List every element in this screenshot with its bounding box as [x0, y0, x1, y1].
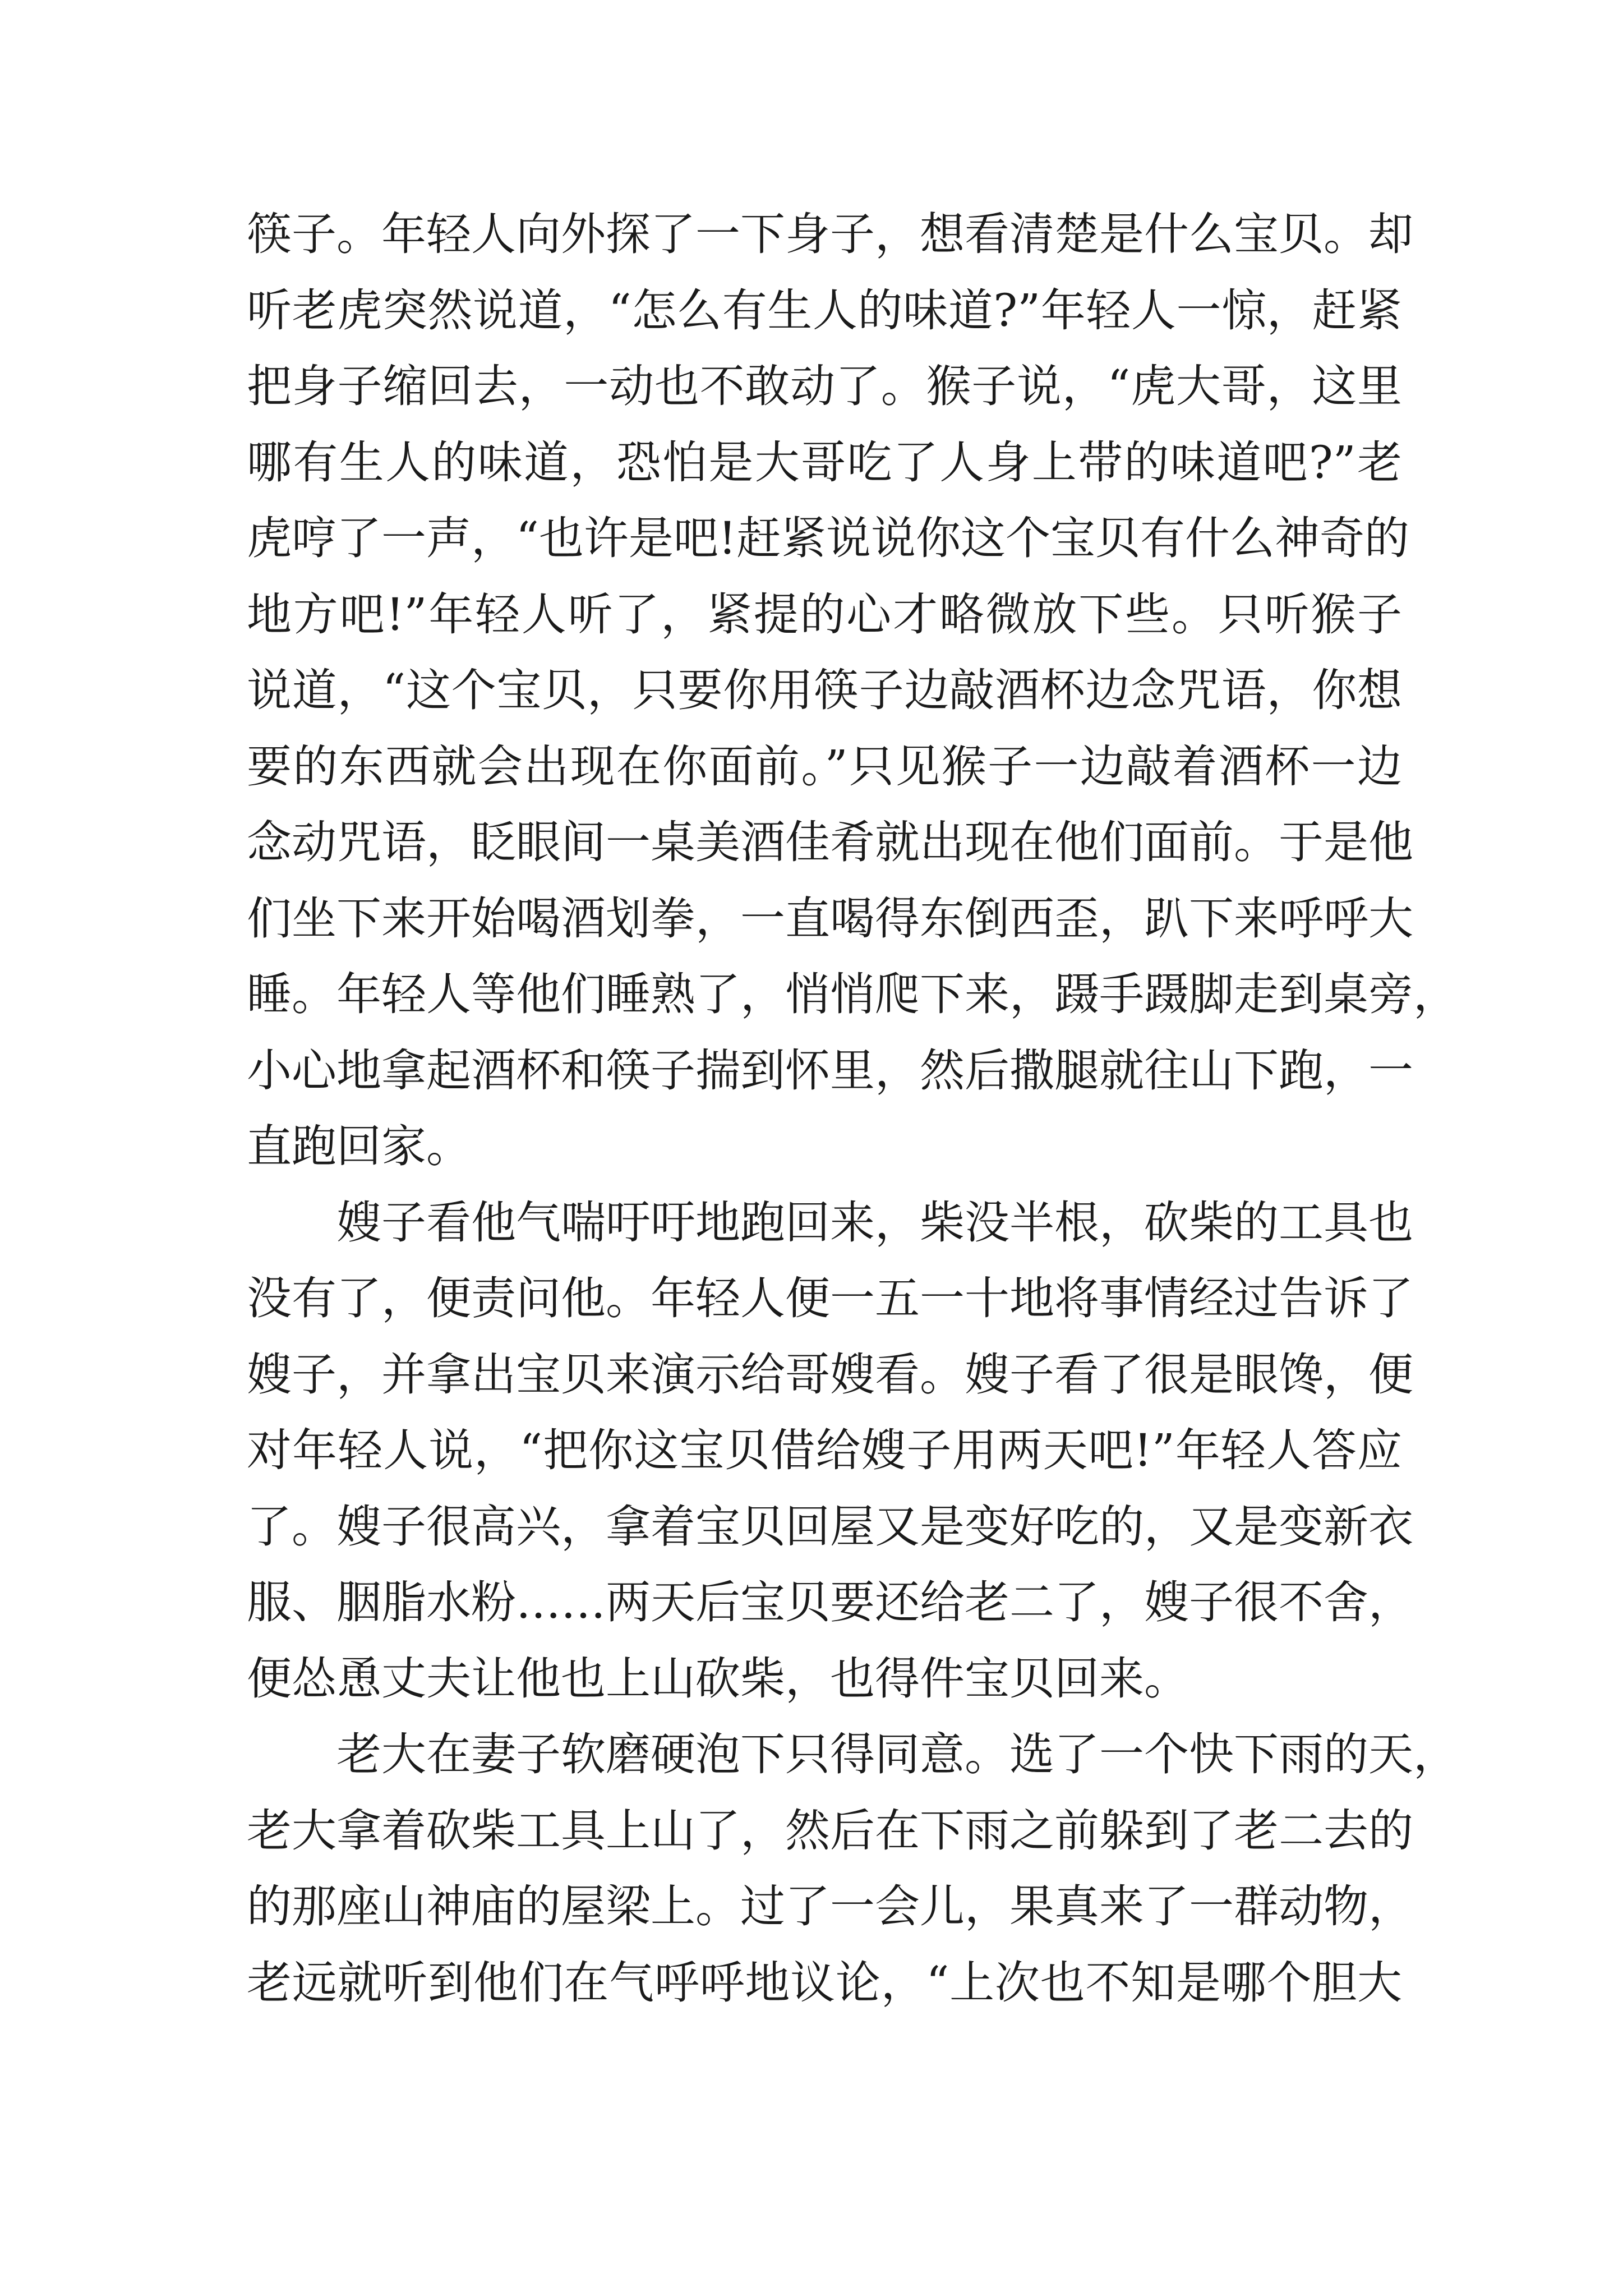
text-line: 老大拿着砍柴工具上山了，然后在下雨之前躲到了老二去的: [247, 1804, 1413, 1857]
text-line: 服、胭脂水粉……两天后宝贝要还给老二了，嫂子很不舍，: [247, 1576, 1413, 1628]
text-line: 听老虎突然说道，“怎么有生人的味道?”年轻人一惊，赶紧: [247, 284, 1402, 337]
text-line: 便怂恿丈夫让他也上山砍柴，也得件宝贝回来。: [247, 1652, 1189, 1705]
text-line: 小心地拿起酒杯和筷子揣到怀里，然后撒腿就往山下跑，一: [247, 1044, 1413, 1097]
text-line: 的那座山神庙的屋梁上。过了一会儿，果真来了一群动物，: [247, 1880, 1413, 1932]
text-line: 虎哼了一声，“也许是吧!赶紧说说你这个宝贝有什么神奇的: [247, 512, 1410, 564]
text-line: 了。嫂子很高兴，拿着宝贝回屋又是变好吃的，又是变新衣: [247, 1500, 1413, 1553]
text-line: 要的东西就会出现在你面前。”只见猴子一边敲着酒杯一边: [247, 740, 1402, 793]
text-line: 老远就听到他们在气呼呼地议论，“上次也不知是哪个胆大: [247, 1956, 1402, 2009]
text-line: 念动咒语，眨眼间一桌美酒佳肴就出现在他们面前。于是他: [247, 816, 1413, 868]
paragraph-first-line: 嫂子看他气喘吁吁地跑回来，柴没半根，砍柴的工具也: [336, 1196, 1413, 1249]
text-line: 把身子缩回去，一动也不敢动了。猴子说，“虎大哥，这里: [247, 360, 1402, 412]
text-line: 没有了，便责问他。年轻人便一五一十地将事情经过告诉了: [247, 1272, 1413, 1324]
text-line: 地方吧!”年轻人听了，紧提的心才略微放下些。只听猴子: [247, 588, 1402, 641]
text-line: 说道，“这个宝贝，只要你用筷子边敲酒杯边念咒语，你想: [247, 664, 1402, 716]
paragraph-first-line: 老大在妻子软磨硬泡下只得同意。选了一个快下雨的天，: [336, 1728, 1458, 1780]
text-line: 对年轻人说，“把你这宝贝借给嫂子用两天吧!”年轻人答应: [247, 1424, 1402, 1476]
text-line: 筷子。年轻人向外探了一下身子，想看清楚是什么宝贝。却: [247, 208, 1413, 260]
text-line: 睡。年轻人等他们睡熟了，悄悄爬下来，蹑手蹑脚走到桌旁，: [247, 968, 1458, 1020]
text-line: 哪有生人的味道，恐怕是大哥吃了人身上带的味道吧?”老: [247, 436, 1402, 489]
text-line: 直跑回家。: [247, 1120, 471, 1172]
text-line: 们坐下来开始喝酒划拳，一直喝得东倒西歪，趴下来呼呼大: [247, 892, 1413, 945]
text-line: 嫂子，并拿出宝贝来演示给哥嫂看。嫂子看了很是眼馋，便: [247, 1348, 1413, 1401]
story-text: [247, 196, 1458, 2021]
